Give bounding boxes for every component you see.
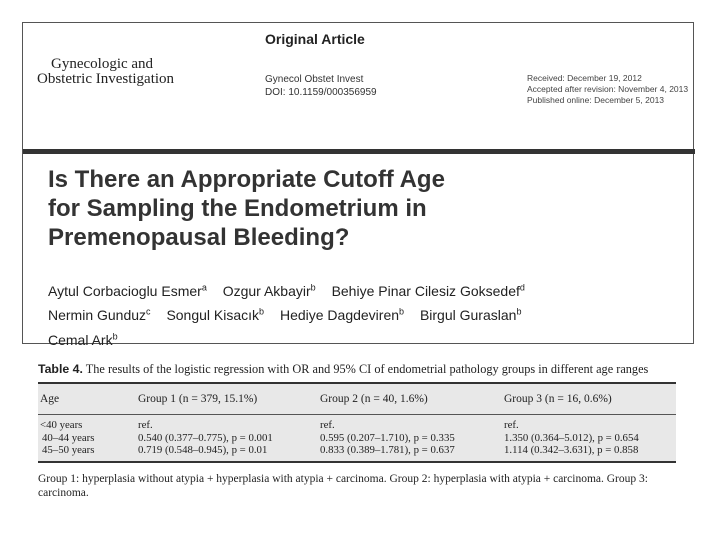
author: Aytul Corbacioglu Esmer$^a$ [48,282,207,299]
table-row [38,415,676,432]
group2-cell: ref. [320,419,335,432]
table-row [38,444,676,461]
author: Hediye Dagdeviren$^b$ [279,306,405,324]
group1-cell: 0.719 (0.548–0.945), p = 0.01 [138,444,268,457]
journal-logo-line1: Gynecologic and [51,56,154,72]
table-caption [38,362,648,377]
accepted-date: Accepted after revision: November 4, 2013 [527,84,689,94]
author: Ozgur Akbayir$^b$ [222,282,316,299]
publication-dates [527,73,688,106]
group3-cell: 1.350 (0.364–5.012), p = 0.654 [504,431,639,444]
group1-cell: 0.540 (0.377–0.775), p = 0.001 [138,431,273,444]
results-table [38,382,676,463]
column-header-group1: Group 1 (n = 379, 15.1%) [136,384,318,415]
table-header-row [38,384,676,415]
age-cell: 45–50 years [42,444,95,457]
age-cell: 40–44 years [42,431,95,444]
author-list [48,277,688,351]
group3-cell: 1.114 (0.342–3.631), p = 0.858 [504,444,639,457]
table-label: Table 4. [38,362,83,376]
table-row [38,432,676,445]
age-cell: <40 years [40,419,83,432]
article-type-label: Original Article [265,31,365,47]
column-header-group3: Group 3 (n = 16, 0.6%) [502,384,676,415]
title-line: Premenopausal Bleeding? [48,224,350,251]
article-title [48,165,668,252]
journal-logo-line2: Obstetric Investigation [37,71,175,87]
author: Cemal Ark$^b$ [48,331,118,348]
group1-cell: ref. [138,419,153,432]
journal-logo [37,57,174,87]
author: Behiye Pinar Cilesiz Goksedef$^d$ [331,282,525,299]
doi-text: DOI: 10.1159/000356959 [265,87,377,98]
group2-cell: 0.833 (0.389–1.781), p = 0.637 [320,444,455,457]
group3-cell: ref. [504,419,519,432]
column-header-group2: Group 2 (n = 40, 1.6%) [318,384,502,415]
group2-cell: 0.595 (0.207–1.710), p = 0.335 [320,431,455,444]
article-header-scan [22,22,694,348]
table-footnote: Group 1: hyperplasia without atypia + hyperplasia with atypia + carcinoma. Group 2: hyperplasia with atypia + carcinoma. Group 3: carcinoma. [38,473,648,499]
title-line: for Sampling the Endometrium in [48,195,427,222]
journal-abbrev: Gynecol Obstet Invest [265,74,364,85]
column-header-age: Age [38,384,136,415]
published-date: Published online: December 5, 2013 [527,95,665,105]
author: Birgul Guraslan$^b$ [419,306,522,324]
table-caption-text: The results of the logistic regression with OR and 95% CI of endometrial pathology groups in different age ranges [85,362,649,376]
journal-meta [265,73,377,99]
author: Songul Kisacık$^b$ [166,306,265,324]
author: Nermin Gunduz$^c$ [48,306,151,324]
received-date: Received: December 19, 2012 [527,73,642,83]
title-divider [23,149,695,154]
title-line: Is There an Appropriate Cutoff Age [48,166,445,193]
